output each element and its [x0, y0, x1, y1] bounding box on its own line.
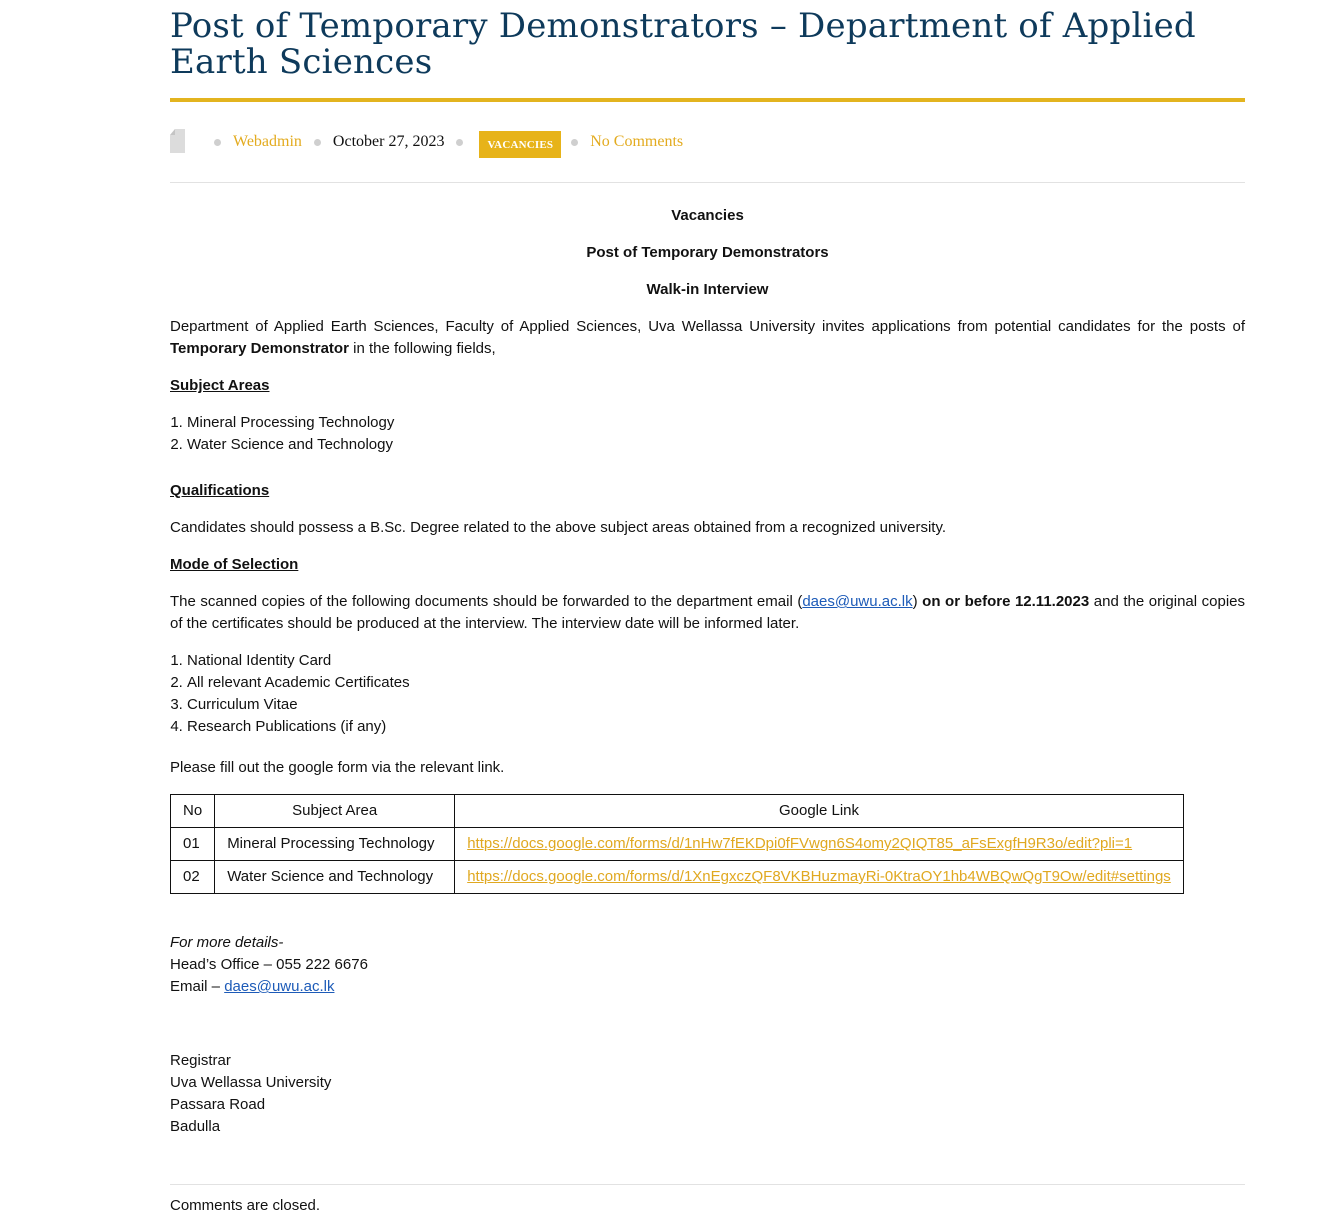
intro-paragraph: Department of Applied Earth Sciences, Faculty of Applied Sciences, Uva Wellassa University invites applications from potential candidates for the posts of Temporary Demonstrator in the following fields,	[170, 318, 1245, 357]
table-header: Google Link	[455, 795, 1184, 828]
table-row	[171, 861, 1184, 894]
post-meta	[170, 102, 1245, 183]
document-icon	[170, 129, 190, 153]
documents-list	[170, 650, 1245, 738]
table-row	[171, 828, 1184, 861]
table-header: Subject Area	[215, 795, 455, 828]
google-links-table	[170, 794, 1184, 894]
author-link[interactable]: Webadmin	[233, 133, 302, 150]
list-item: 2. All relevant Academic Certificates	[187, 672, 1245, 694]
signoff-line: Badulla	[170, 1118, 221, 1135]
google-form-link[interactable]: https://docs.google.com/forms/d/1nHw7fEKDpi0fFVwgn6S4omy2QIQT85_aFsExgfH9R3o/edit?pli=1	[467, 835, 1133, 852]
post-title: Post of Temporary Demonstrators – Department of Applied Earth Sciences	[170, 6, 1196, 82]
contact-email-link[interactable]: daes@uwu.ac.lk	[224, 978, 335, 995]
signoff-line: Uva Wellassa University	[170, 1074, 332, 1091]
table-header-row	[171, 795, 1184, 828]
heading-post: Post of Temporary Demonstrators	[586, 244, 829, 261]
list-item: 1. Mineral Processing Technology	[187, 412, 1245, 434]
signoff-address	[170, 1050, 1245, 1138]
comments-link[interactable]: No Comments	[590, 133, 684, 150]
selection-heading: Mode of Selection	[170, 556, 299, 573]
list-item: 3. Curriculum Vitae	[187, 694, 1245, 716]
post-date: October 27, 2023	[332, 133, 445, 150]
table-cell-no: 01	[171, 828, 215, 861]
list-item: 1. National Identity Card	[187, 650, 1245, 672]
selection-paragraph: The scanned copies of the following documents should be forwarded to the department email (daes@uwu.ac.lk) on or before 12.11.2023 and the original copies of the certificates should be produced at the interview. The interview date will be informed later.	[170, 593, 1245, 632]
table-cell-link	[455, 828, 1184, 861]
qualifications-text: Candidates should possess a B.Sc. Degree related to the above subject areas obtained from a recognized university.	[170, 519, 947, 536]
details-label: For more details-	[170, 934, 284, 951]
meta-separator-dot	[571, 139, 578, 146]
meta-separator-dot	[214, 139, 221, 146]
comments-closed-notice: Comments are closed.	[170, 1184, 1245, 1217]
qualifications-heading: Qualifications	[170, 482, 270, 499]
table-header: No	[171, 795, 215, 828]
contact-email-row: Email – daes@uwu.ac.lk	[170, 978, 335, 995]
meta-separator-dot	[456, 139, 463, 146]
department-email-link[interactable]: daes@uwu.ac.lk	[802, 593, 913, 610]
table-cell-area: Water Science and Technology	[215, 861, 455, 894]
signoff-line: Registrar	[170, 1052, 231, 1069]
signoff-line: Passara Road	[170, 1096, 266, 1113]
meta-separator-dot	[314, 139, 321, 146]
article	[170, 0, 1245, 1217]
subject-areas-list	[170, 412, 1245, 456]
table-cell-area: Mineral Processing Technology	[215, 828, 455, 861]
post-content	[170, 183, 1245, 1217]
subject-areas-heading: Subject Areas	[170, 377, 270, 394]
table-cell-no: 02	[171, 861, 215, 894]
heading-walk-in: Walk-in Interview	[646, 281, 769, 298]
category-badge[interactable]: VACANCIES	[479, 131, 561, 158]
list-item: 4. Research Publications (if any)	[187, 716, 1245, 738]
office-phone: Head’s Office – 055 222 6676	[170, 956, 368, 973]
heading-vacancies: Vacancies	[671, 207, 744, 224]
form-note: Please fill out the google form via the relevant link.	[170, 759, 505, 776]
contact-details	[170, 932, 1245, 998]
list-item: 2. Water Science and Technology	[187, 434, 1245, 456]
table-cell-link	[455, 861, 1184, 894]
google-form-link[interactable]: https://docs.google.com/forms/d/1XnEgxczQF8VKBHuzmayRi-0KtraOY1hb4WBQwQgT9Ow/edit#settings	[467, 868, 1171, 885]
